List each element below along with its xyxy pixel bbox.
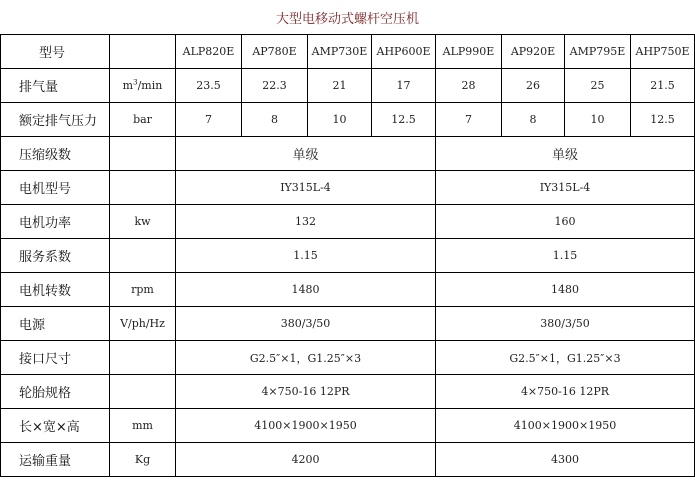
value-cell: 8 <box>502 103 565 137</box>
row-label: 轮胎规格 <box>1 375 110 409</box>
group-b-value: 1.15 <box>436 239 695 273</box>
model-cell: AMP795E <box>565 35 631 69</box>
group-a-value: G2.5″×1，G1.25″×3 <box>176 341 436 375</box>
row-motor-speed <box>1 273 695 307</box>
row-label: 运输重量 <box>1 443 110 477</box>
row-power-supply <box>1 307 695 341</box>
model-cell: AHP600E <box>372 35 436 69</box>
model-cell: AP920E <box>502 35 565 69</box>
group-b-value: 4×750-16 12PR <box>436 375 695 409</box>
group-a-value: IY315L-4 <box>176 171 436 205</box>
row-label: 型号 <box>1 35 110 69</box>
row-unit <box>110 375 176 409</box>
model-cell: AHP750E <box>631 35 695 69</box>
unit-superscript: 3 <box>133 78 138 87</box>
value-cell: 7 <box>436 103 502 137</box>
row-compression-stages <box>1 137 695 171</box>
row-air-delivery <box>1 69 695 103</box>
group-b-value: 4300 <box>436 443 695 477</box>
value-cell: 26 <box>502 69 565 103</box>
value-cell: 7 <box>176 103 242 137</box>
row-unit: kw <box>110 205 176 239</box>
group-b-value: 单级 <box>436 137 695 171</box>
value-cell: 10 <box>308 103 372 137</box>
group-a-value: 380/3/50 <box>176 307 436 341</box>
value-cell: 25 <box>565 69 631 103</box>
row-tire-spec <box>1 375 695 409</box>
row-motor-power <box>1 205 695 239</box>
group-b-value: G2.5″×1，G1.25″×3 <box>436 341 695 375</box>
value-cell: 23.5 <box>176 69 242 103</box>
model-cell: ALP990E <box>436 35 502 69</box>
row-unit <box>110 69 176 103</box>
spec-table <box>0 34 695 477</box>
row-service-factor <box>1 239 695 273</box>
row-label: 电机功率 <box>1 205 110 239</box>
value-cell: 21.5 <box>631 69 695 103</box>
table-title: 大型电移动式螺杆空压机 <box>275 12 419 27</box>
row-unit <box>110 341 176 375</box>
row-label: 压缩级数 <box>1 137 110 171</box>
value-cell: 10 <box>565 103 631 137</box>
row-label: 排气量 <box>1 69 110 103</box>
row-rated-pressure <box>1 103 695 137</box>
row-label: 电机转数 <box>1 273 110 307</box>
model-cell: AP780E <box>242 35 308 69</box>
group-b-value: IY315L-4 <box>436 171 695 205</box>
row-unit <box>110 239 176 273</box>
model-cell: AMP730E <box>308 35 372 69</box>
row-label: 长×宽×高 <box>1 409 110 443</box>
model-cell: ALP820E <box>176 35 242 69</box>
row-connection-size <box>1 341 695 375</box>
row-unit: bar <box>110 103 176 137</box>
group-b-value: 380/3/50 <box>436 307 695 341</box>
row-unit: mm <box>110 409 176 443</box>
row-dimensions <box>1 409 695 443</box>
row-label: 服务系数 <box>1 239 110 273</box>
group-b-value: 160 <box>436 205 695 239</box>
row-unit <box>110 35 176 69</box>
row-label: 额定排气压力 <box>1 103 110 137</box>
value-cell: 12.5 <box>631 103 695 137</box>
group-a-value: 4100×1900×1950 <box>176 409 436 443</box>
group-a-value: 单级 <box>176 137 436 171</box>
row-motor-model <box>1 171 695 205</box>
row-shipping-weight <box>1 443 695 477</box>
unit-base: m <box>122 79 134 92</box>
value-cell: 28 <box>436 69 502 103</box>
value-cell: 17 <box>372 69 436 103</box>
row-model <box>1 35 695 69</box>
unit-rest: /min <box>137 79 163 92</box>
value-cell: 8 <box>242 103 308 137</box>
row-unit <box>110 137 176 171</box>
row-unit <box>110 171 176 205</box>
value-cell: 12.5 <box>372 103 436 137</box>
group-b-value: 4100×1900×1950 <box>436 409 695 443</box>
group-a-value: 132 <box>176 205 436 239</box>
group-a-value: 1.15 <box>176 239 436 273</box>
value-cell: 22.3 <box>242 69 308 103</box>
group-a-value: 4×750-16 12PR <box>176 375 436 409</box>
group-a-value: 4200 <box>176 443 436 477</box>
row-label: 电机型号 <box>1 171 110 205</box>
group-a-value: 1480 <box>176 273 436 307</box>
row-unit: Kg <box>110 443 176 477</box>
row-label: 电源 <box>1 307 110 341</box>
row-label: 接口尺寸 <box>1 341 110 375</box>
value-cell: 21 <box>308 69 372 103</box>
row-unit: V/ph/Hz <box>110 307 176 341</box>
row-unit: rpm <box>110 273 176 307</box>
group-b-value: 1480 <box>436 273 695 307</box>
